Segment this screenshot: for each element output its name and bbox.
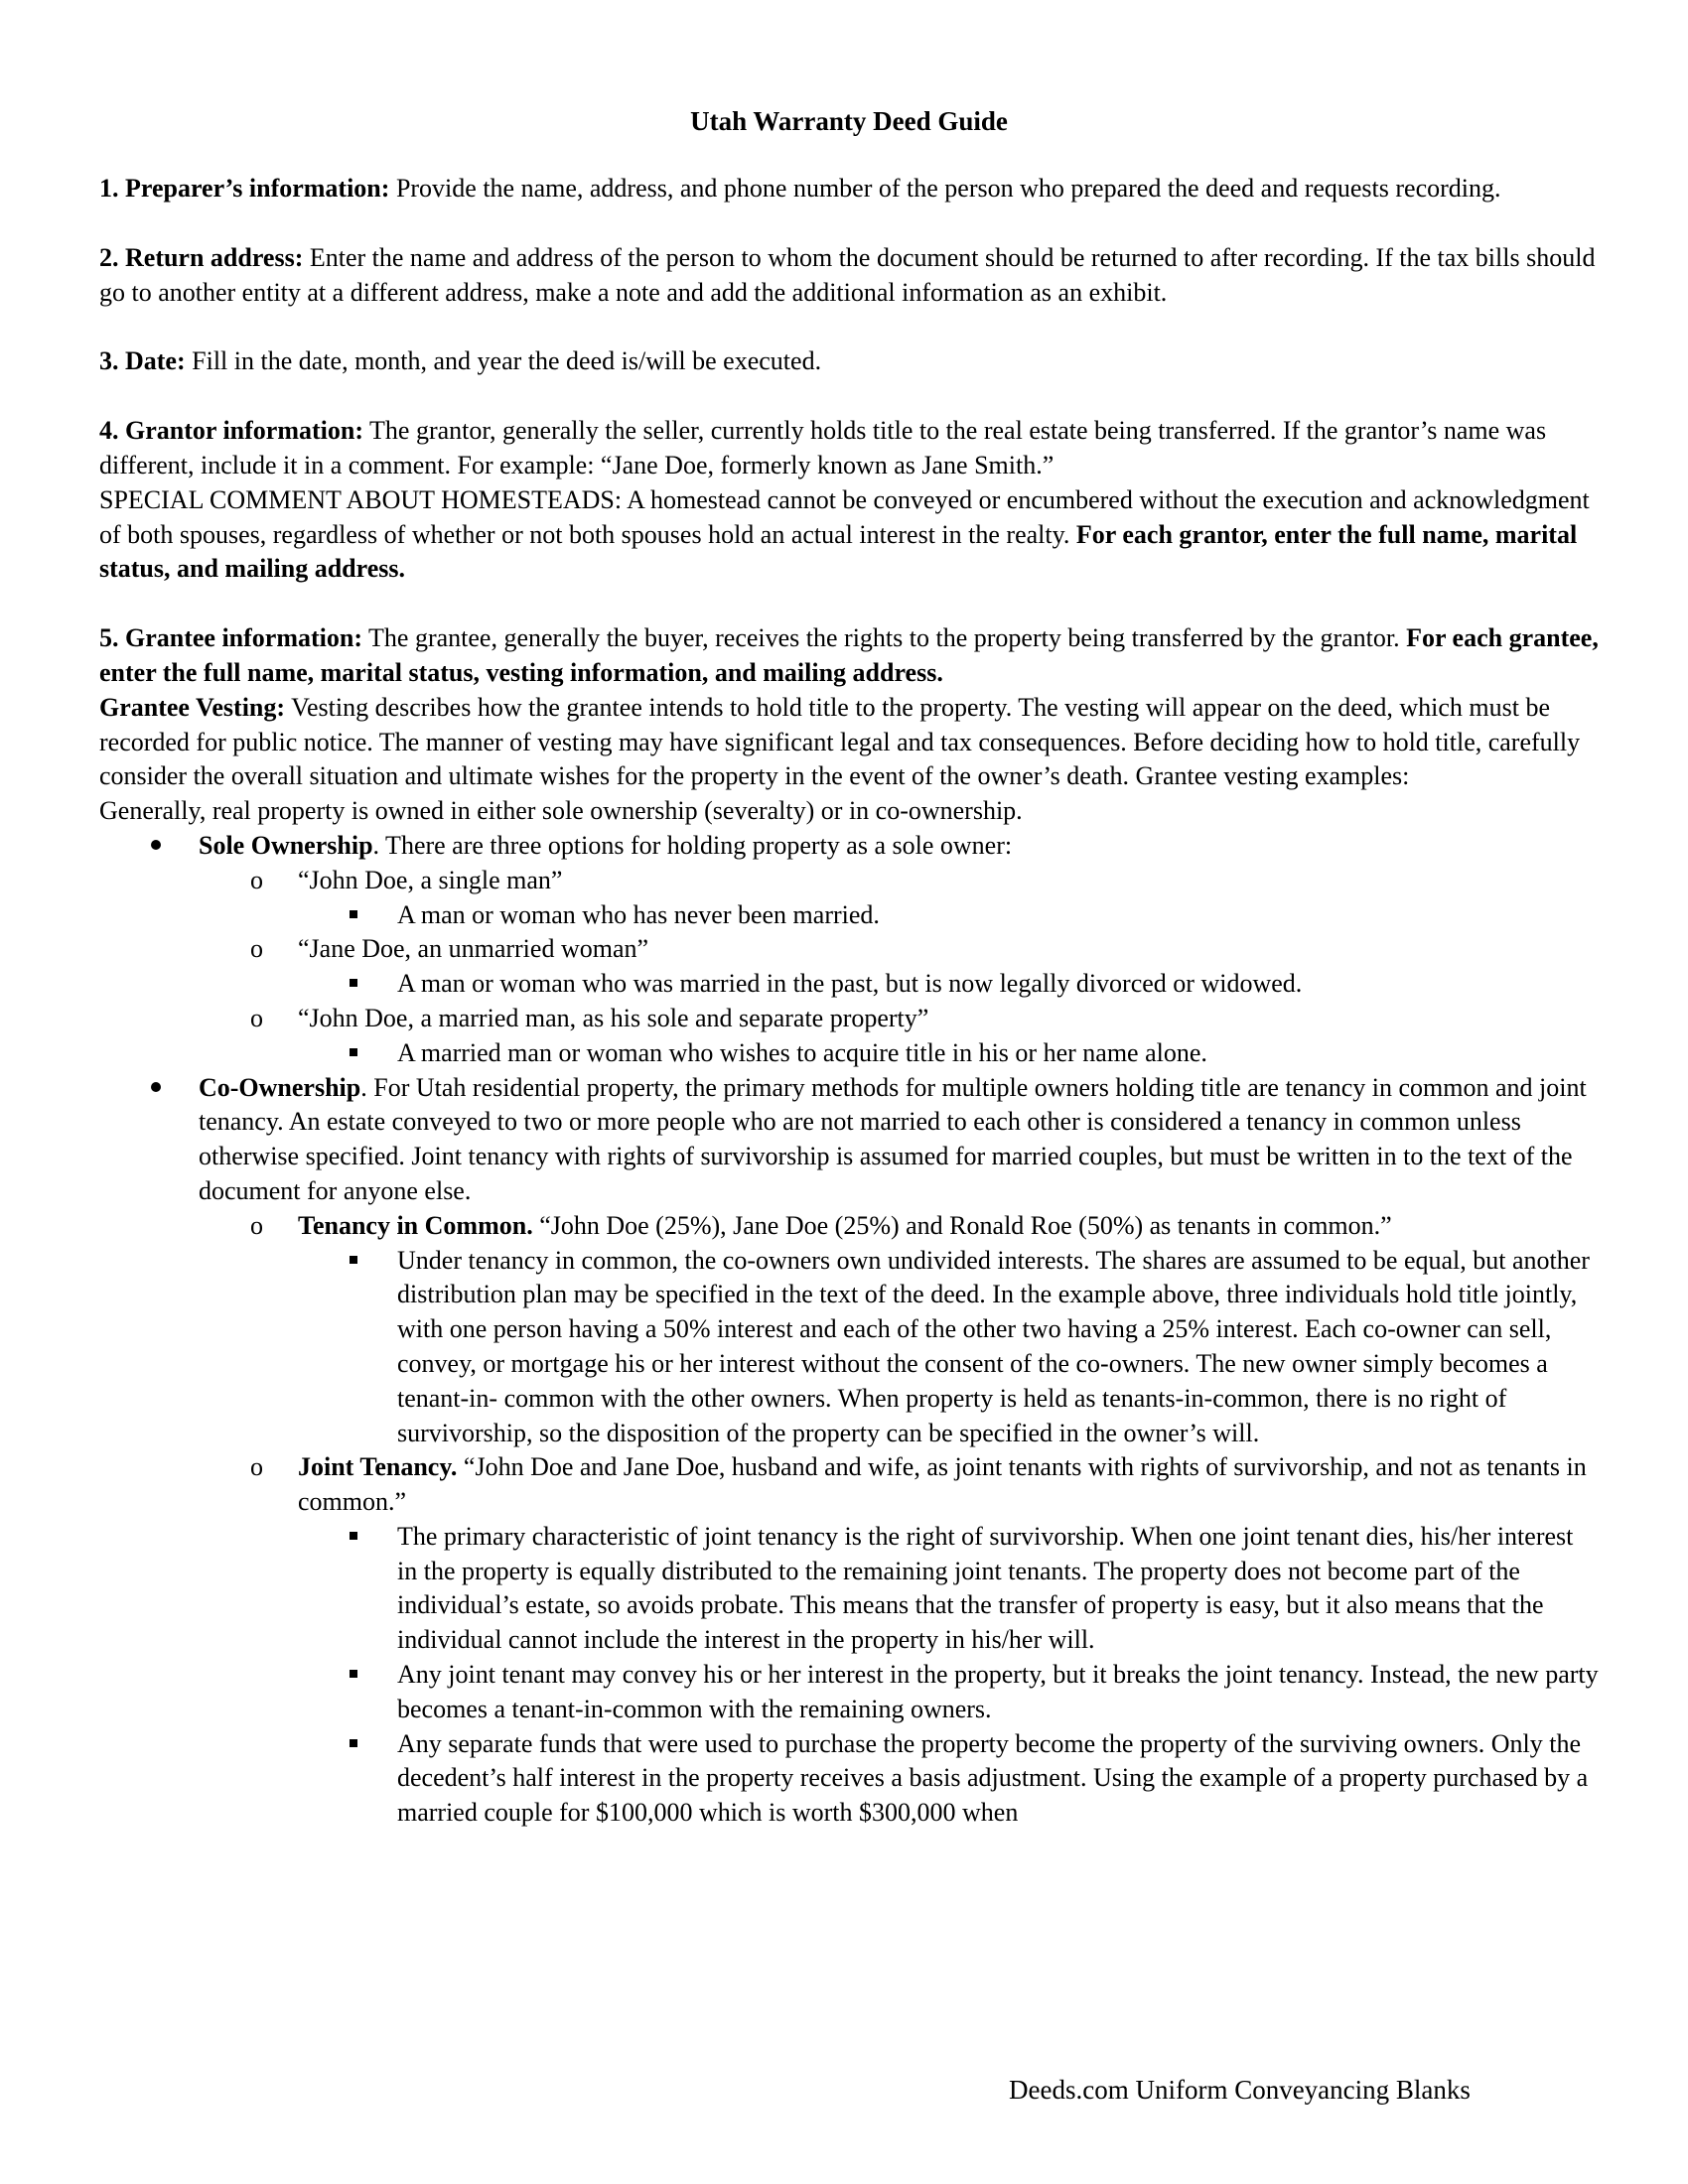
section-grantor-info (99, 414, 1599, 587)
section-text: Provide the name, address, and phone number of the person who prepared the deed and requests recording. (389, 174, 1501, 203)
option-text: “Jane Doe, an unmarried woman” (298, 934, 649, 964)
list-item-description (99, 1727, 1599, 1831)
section-date (99, 344, 1599, 379)
vesting-heading: Grantee Vesting: (99, 692, 286, 722)
option-text: “John Doe, a married man, as his sole and separate property” (298, 1003, 929, 1032)
option-text: “John Doe, a single man” (298, 865, 563, 894)
joint-tenancy-label: Joint Tenancy. (298, 1452, 458, 1482)
circle-bullet-icon: o (250, 865, 263, 894)
grantee-instruction: For each grantee, enter the full name, marital status, vesting information, and mailing address. (99, 623, 1599, 687)
list-item-option (99, 1002, 1599, 1036)
description-text: Any joint tenant may convey his or her interest in the property, but it breaks the joint tenancy. Instead, the new party becomes a tenant-in-common with the remaining owners. (397, 1660, 1599, 1723)
section-text: The grantee, generally the buyer, receives the rights to the property being transferred by the grantor. (362, 623, 1407, 653)
square-bullet-icon (350, 1727, 357, 1762)
section-text: Fill in the date, month, and year the deed is/will be executed. (185, 346, 822, 376)
document-page (99, 104, 1599, 1831)
section-return-address (99, 241, 1599, 311)
list-item-option (99, 932, 1599, 967)
sole-ownership-text: . There are three options for holding property as a sole owner: (372, 830, 1013, 860)
list-item-joint-tenancy (99, 1450, 1599, 1520)
square-bullet-icon (350, 967, 357, 1002)
general-ownership-text: Generally, real property is owned in either sole ownership (severalty) or in co-ownership. (99, 796, 1023, 826)
co-ownership-label: Co-Ownership (199, 1072, 361, 1102)
page-title: Utah Warranty Deed Guide (690, 106, 1008, 136)
list-item-description (99, 898, 1599, 933)
description-text: A married man or woman who wishes to acquire title in his or her name alone. (397, 1037, 1207, 1067)
list-item-sole-ownership (99, 829, 1599, 864)
circle-bullet-icon: o (250, 1003, 263, 1032)
section-heading: 4. Grantor information: (99, 416, 363, 446)
bullet-icon (151, 829, 161, 864)
square-bullet-icon (350, 1658, 357, 1693)
list-item-tenancy-in-common (99, 1209, 1599, 1244)
list-item-option (99, 864, 1599, 898)
circle-bullet-icon: o (250, 1210, 263, 1240)
vesting-text: Vesting describes how the grantee intends to hold title to the property. The vesting will appear on the deed, which must be recorded for public notice. The manner of vesting may have significant legal and tax consequences. Before deciding how to hold title, carefully consider the overall situation and ultimate wishes for the property in the event of the owner’s death. Grantee vesting examples: (99, 692, 1581, 791)
list-item-description (99, 1036, 1599, 1071)
co-ownership-text: . For Utah residential property, the primary methods for multiple owners holding title are tenancy in common and joint tenancy. An estate conveyed to two or more people who are not married to each other is considered a tenancy in common unless otherwise specified. Joint tenancy with rights of survivorship is assumed for married couples, but must be written in to the text of the document for anyone else. (199, 1072, 1587, 1205)
description-text: A man or woman who has never been married. (397, 899, 880, 929)
section-text: The grantor, generally the seller, currently holds title to the real estate being transferred. If the grantor’s name was different, include it in a comment. For example: “Jane Doe, formerly known as Jane Smith.” (99, 416, 1547, 479)
description-text: Under tenancy in common, the co-owners own undivided interests. The shares are assumed to be equal, but another distribution plan may be specified in the text of the deed. In the example above, three individuals hold title jointly, with one person having a 50% interest and each of the other two having a 25% interest. Each co-owner can sell, convey, or mortgage his or her interest without the consent of the co-owners. The new owner simply becomes a tenant-in- common with the other owners. When property is held as tenants-in-common, there is no right of survivorship, so the disposition of the property can be specified in the owner’s will. (397, 1245, 1590, 1447)
ownership-list (99, 829, 1599, 1831)
section-heading: 5. Grantee information: (99, 623, 363, 653)
bullet-icon (151, 1071, 161, 1106)
square-bullet-icon (350, 1244, 357, 1279)
sole-ownership-label: Sole Ownership (199, 830, 373, 860)
grantor-instruction: For each grantor, enter the full name, marital status, and mailing address. (99, 519, 1578, 584)
list-item-description (99, 1520, 1599, 1658)
tenancy-in-common-example: “John Doe (25%), Jane Doe (25%) and Ronald Roe (50%) as tenants in common.” (532, 1210, 1392, 1240)
description-text: Any separate funds that were used to purchase the property become the property of the surviving owners. Only the decedent’s half interest in the property receives a basis adjustment. Using the example of a property purchased by a married couple for $100,000 which is worth $300,000 when (397, 1728, 1589, 1828)
list-item-description (99, 1658, 1599, 1727)
tenancy-in-common-label: Tenancy in Common. (298, 1210, 533, 1240)
homestead-heading: SPECIAL COMMENT ABOUT HOMESTEADS (99, 484, 615, 514)
list-item-description (99, 967, 1599, 1002)
section-heading: 3. Date: (99, 346, 186, 376)
section-grantee-info (99, 621, 1599, 829)
homestead-text: : A homestead cannot be conveyed or encumbered without the execution and acknowledgment of both spouses, regardless of whether or not both spouses hold an actual interest in the realty. (99, 484, 1590, 549)
section-heading: 2. Return address: (99, 242, 304, 272)
square-bullet-icon (350, 898, 357, 933)
section-preparer-info (99, 172, 1599, 206)
circle-bullet-icon: o (250, 934, 263, 964)
list-item-co-ownership (99, 1071, 1599, 1209)
square-bullet-icon (350, 1036, 357, 1071)
list-item-description (99, 1244, 1599, 1451)
joint-tenancy-example: “John Doe and Jane Doe, husband and wife, as joint tenants with rights of survivorship, and not as tenants in common.” (298, 1452, 1587, 1517)
circle-bullet-icon: o (250, 1452, 263, 1482)
section-text: Enter the name and address of the person to whom the document should be returned to after recording. If the tax bills should go to another entity at a different address, make a note and add the additional information as an exhibit. (99, 242, 1596, 307)
description-text: A man or woman who was married in the past, but is now legally divorced or widowed. (397, 969, 1303, 999)
page-footer: Deeds.com Uniform Conveyancing Blanks (1009, 2075, 1471, 2105)
square-bullet-icon (350, 1520, 357, 1555)
section-heading: 1. Preparer’s information: (99, 174, 390, 203)
description-text: The primary characteristic of joint tenancy is the right of survivorship. When one joint tenant dies, his/her interest in the property is equally distributed to the remaining joint tenants. The property does not become part of the individual’s estate, so avoids probate. This means that the transfer of property is easy, but it also means that the individual cannot include the interest in the property in his/her will. (397, 1521, 1574, 1655)
